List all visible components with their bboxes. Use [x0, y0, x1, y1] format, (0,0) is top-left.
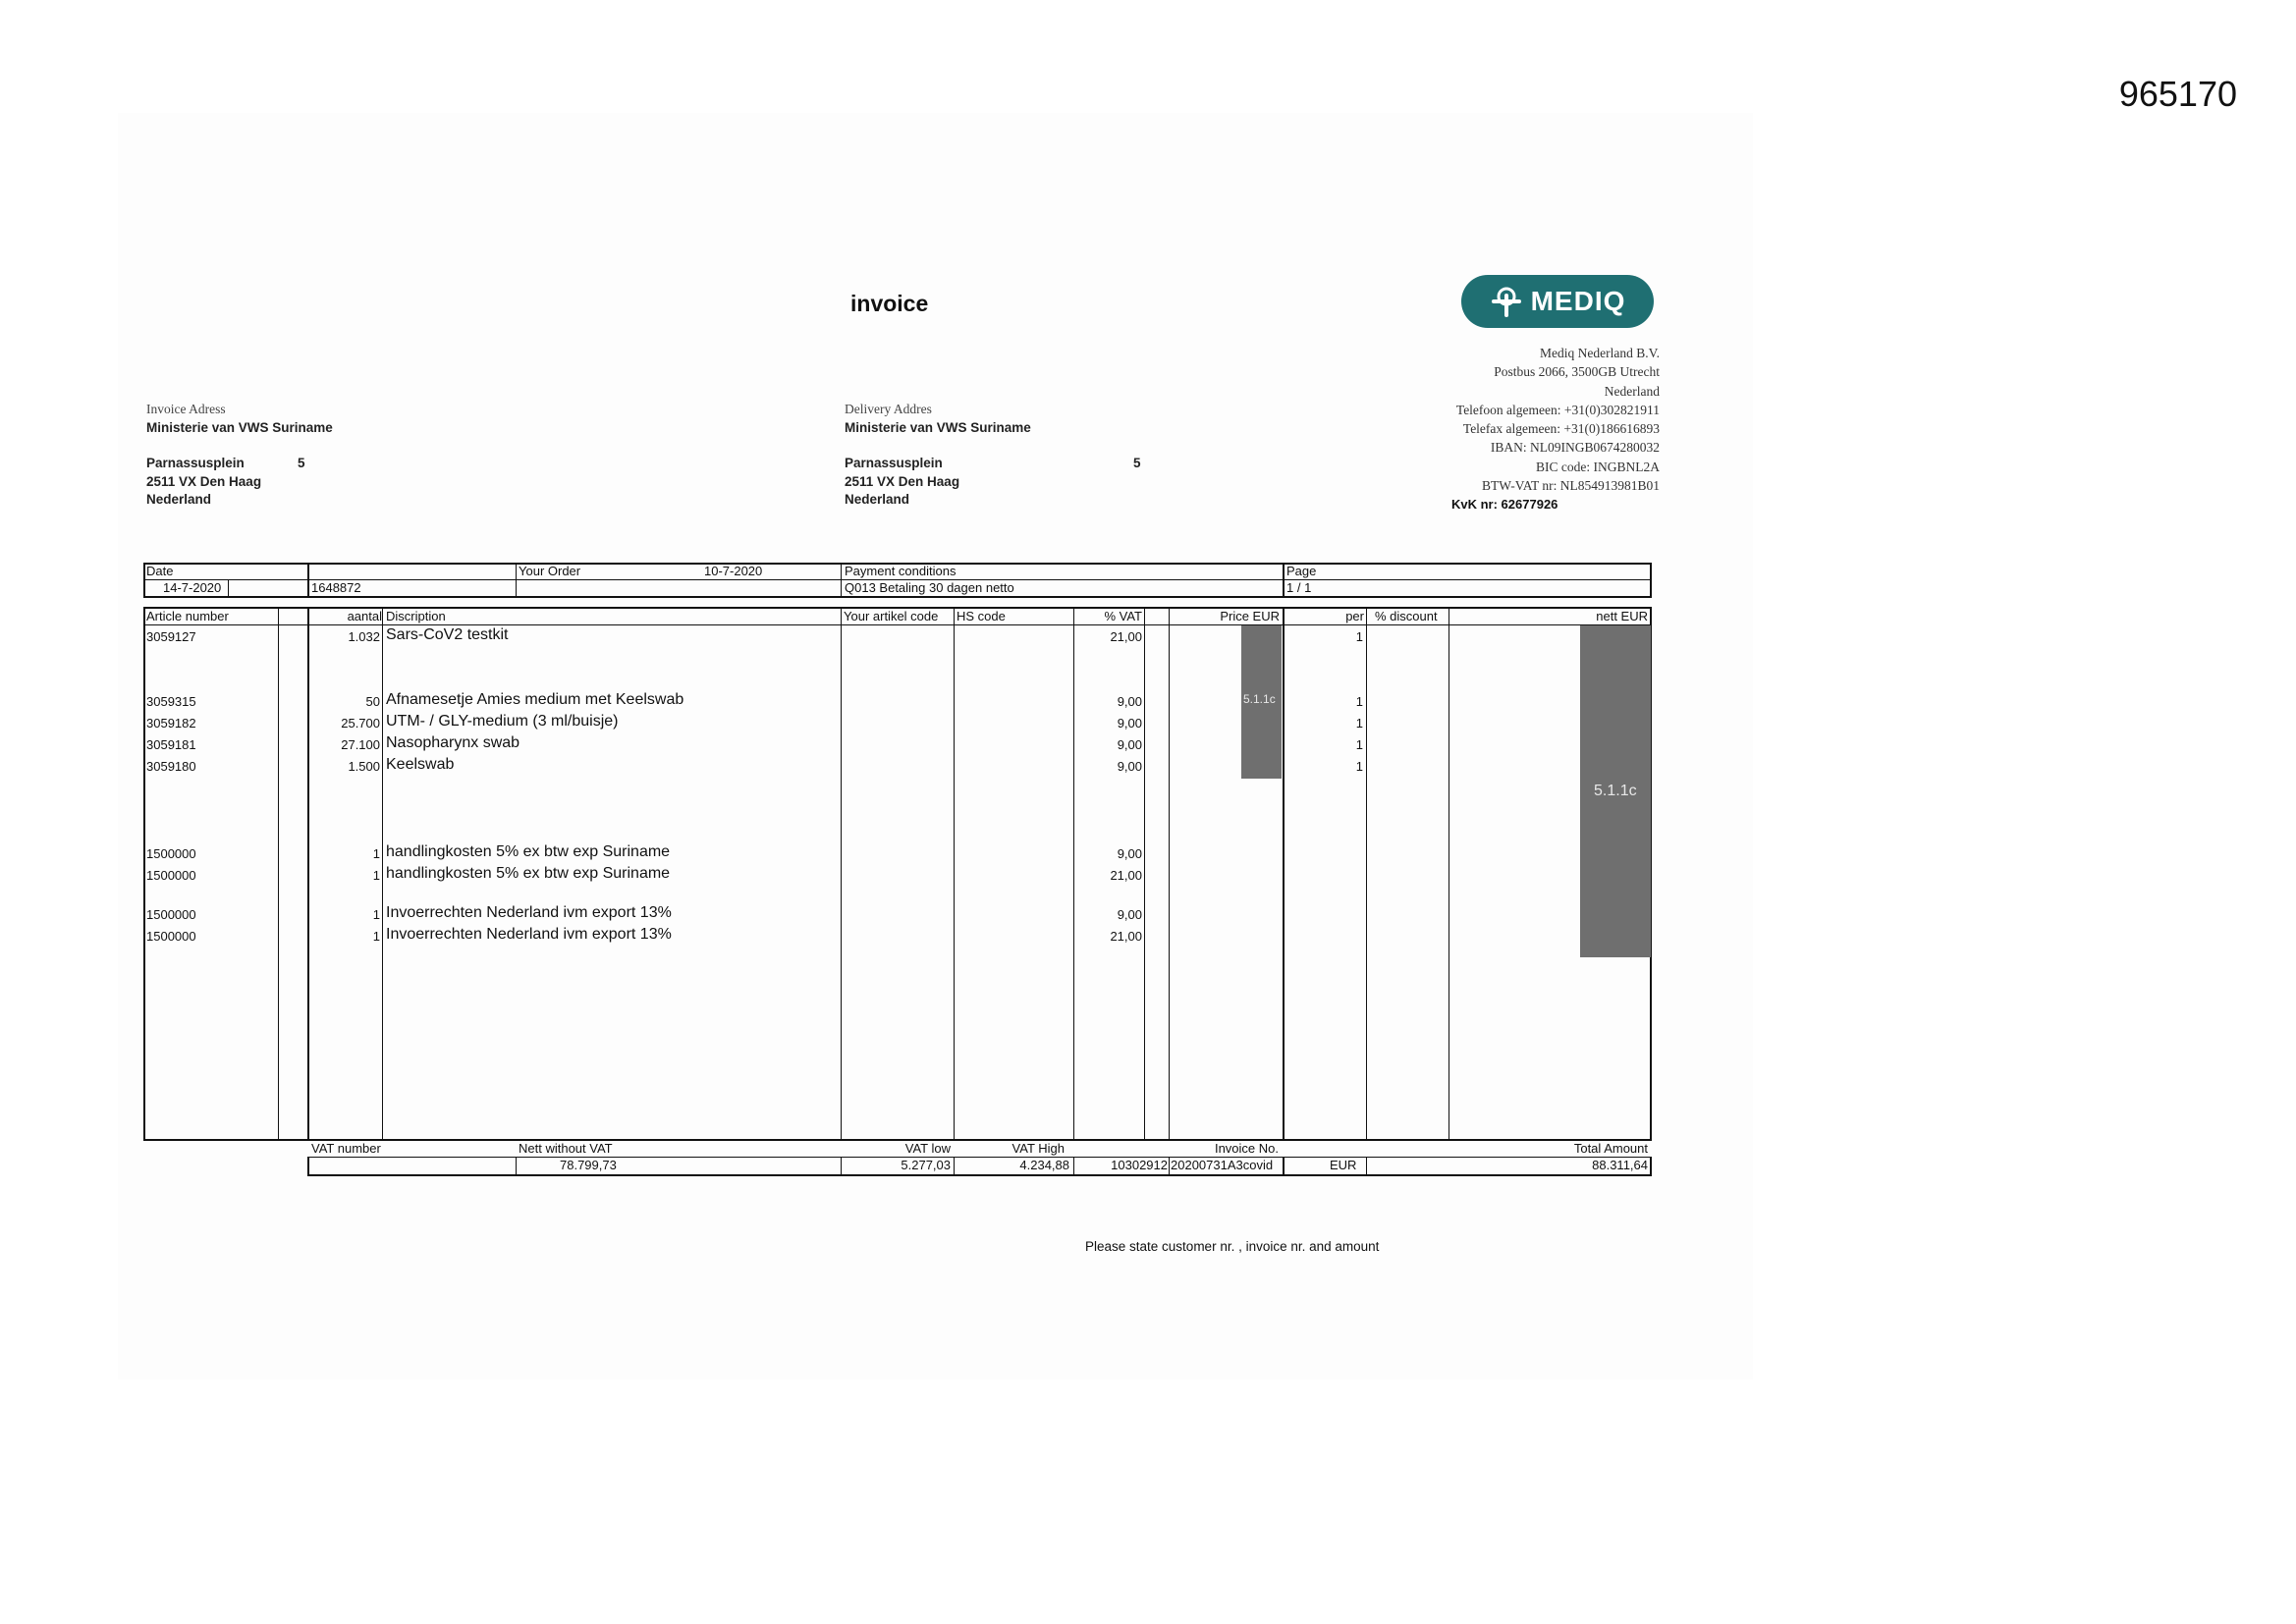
- delivery-address-country: Nederland: [845, 492, 910, 507]
- vat-low-label: VAT low: [904, 1141, 951, 1156]
- col-per: per: [1345, 609, 1364, 623]
- medical-cross-icon: [1490, 285, 1523, 318]
- delivery-address-city: 2511 VX Den Haag: [845, 473, 960, 489]
- vat-high-label: VAT High: [1011, 1141, 1065, 1156]
- invoice-address-street: Parnassusplein: [146, 456, 245, 470]
- article-number: 3059180: [146, 759, 196, 774]
- col-nett: nett EUR: [1596, 609, 1648, 623]
- company-line: Mediq Nederland B.V.: [1540, 346, 1660, 360]
- invoice-address-city: 2511 VX Den Haag: [146, 473, 262, 489]
- col-article-number: Article number: [146, 609, 229, 623]
- quantity: 1.032: [348, 629, 380, 644]
- company-line: IBAN: NL09INGB0674280032: [1490, 440, 1660, 456]
- kvk-number: KvK nr: 62677926: [1451, 497, 1558, 513]
- quantity: 1.500: [348, 759, 380, 774]
- description: Invoerrechten Nederland ivm export 13%: [386, 904, 672, 921]
- total-amount: 88.311,64: [1592, 1158, 1648, 1172]
- invoice-address-number: 5: [298, 456, 305, 470]
- col-hs-code: HS code: [957, 609, 1006, 623]
- delivery-address-number: 5: [1133, 456, 1141, 470]
- nett-redaction-code: 5.1.1c: [1594, 783, 1637, 799]
- nett-without-vat: 78.799,73: [560, 1158, 617, 1172]
- company-line: BTW-VAT nr: NL854913981B01: [1481, 478, 1660, 494]
- company-line: Postbus 2066, 3500GB Utrecht: [1494, 364, 1660, 380]
- col-your-article-code: Your artikel code: [844, 609, 939, 623]
- currency: EUR: [1330, 1158, 1357, 1172]
- invoice-no-label: Invoice No.: [1214, 1141, 1279, 1156]
- quantity: 1: [372, 846, 380, 861]
- company-line: Nederland: [1604, 383, 1660, 399]
- vat-rate: 9,00: [1117, 846, 1142, 861]
- col-discount: % discount: [1375, 609, 1438, 623]
- page-number: 1 / 1: [1286, 580, 1312, 595]
- company-line: BIC code: INGBNL2A: [1536, 459, 1660, 474]
- vat-rate: 9,00: [1117, 759, 1142, 774]
- vat-low: 5.277,03: [901, 1158, 951, 1172]
- vat-rate: 9,00: [1117, 737, 1142, 752]
- your-order-label: Your Order: [519, 564, 581, 578]
- quantity: 50: [365, 694, 380, 709]
- per-unit: 1: [1355, 716, 1363, 731]
- customer-number: 1648872: [311, 580, 361, 595]
- per-unit: 1: [1355, 759, 1363, 774]
- per-unit: 1: [1355, 694, 1363, 709]
- description: UTM- / GLY-medium (3 ml/buisje): [386, 713, 619, 730]
- quantity: 1: [372, 929, 380, 944]
- vat-rate: 9,00: [1117, 694, 1142, 709]
- mediq-logo: [1461, 275, 1654, 328]
- payment-note: Please state customer nr. , invoice nr. and amount: [1085, 1239, 1380, 1254]
- article-number: 3059182: [146, 716, 196, 731]
- vat-high: 4.234,88: [1019, 1158, 1069, 1172]
- company-line: Telefoon algemeen: +31(0)302821911: [1455, 402, 1660, 417]
- payment-conditions: Q013 Betaling 30 dagen netto: [845, 580, 1014, 595]
- order-date: 10-7-2020: [704, 564, 763, 578]
- invoice-number: 10302912: [1111, 1158, 1168, 1172]
- vat-number-label: VAT number: [311, 1141, 381, 1156]
- quantity: 1: [372, 907, 380, 922]
- nett-without-vat-label: Nett without VAT: [519, 1141, 613, 1156]
- article-number: 3059315: [146, 694, 196, 709]
- price-redaction-code: 5.1.1c: [1243, 692, 1276, 706]
- per-unit: 1: [1355, 737, 1363, 752]
- quantity: 1: [372, 868, 380, 883]
- vat-rate: 9,00: [1117, 716, 1142, 731]
- description: Sars-CoV2 testkit: [386, 626, 509, 643]
- invoice-address: [146, 401, 333, 510]
- vat-rate: 21,00: [1110, 629, 1142, 644]
- page-label: Page: [1286, 564, 1317, 578]
- page-title: invoice: [850, 291, 929, 316]
- article-number: 1500000: [146, 868, 196, 883]
- date-label: Date: [146, 564, 174, 578]
- col-price: Price EUR: [1220, 609, 1280, 623]
- description: Afnamesetje Amies medium met Keelswab: [386, 691, 684, 708]
- document-id: 965170: [2118, 74, 2237, 114]
- invoice-address-country: Nederland: [146, 492, 212, 507]
- article-number: 3059127: [146, 629, 196, 644]
- description: Keelswab: [386, 756, 455, 773]
- invoice-reference: 20200731A3covid: [1171, 1158, 1274, 1172]
- company-line: Telefax algemeen: +31(0)186616893: [1462, 421, 1660, 437]
- invoice-date: 14-7-2020: [163, 580, 222, 595]
- delivery-address-name: Ministerie van VWS Suriname: [845, 419, 1031, 435]
- col-description: Discription: [386, 609, 446, 623]
- article-number: 1500000: [146, 929, 196, 944]
- quantity: 27.100: [341, 737, 380, 752]
- per-unit: 1: [1355, 629, 1363, 644]
- delivery-address-label: Delivery Addres: [845, 402, 932, 416]
- invoice-address-label: Invoice Adress: [146, 402, 226, 416]
- description: Nasopharynx swab: [386, 734, 520, 751]
- col-aantal: aantal: [347, 609, 382, 623]
- delivery-address-street: Parnassusplein: [845, 456, 943, 470]
- quantity: 25.700: [341, 716, 380, 731]
- description: handlingkosten 5% ex btw exp Suriname: [386, 843, 671, 860]
- payment-conditions-label: Payment conditions: [845, 564, 957, 578]
- description: Invoerrechten Nederland ivm export 13%: [386, 926, 672, 943]
- company-info: [1355, 344, 1660, 514]
- vat-rate: 21,00: [1110, 929, 1142, 944]
- description: handlingkosten 5% ex btw exp Suriname: [386, 865, 671, 882]
- vat-rate: 21,00: [1110, 868, 1142, 883]
- article-number: 1500000: [146, 846, 196, 861]
- col-vat: % VAT: [1104, 609, 1142, 623]
- article-number: 3059181: [146, 737, 196, 752]
- logo-text: MEDIQ: [1530, 286, 1626, 316]
- vat-rate: 9,00: [1117, 907, 1142, 922]
- total-amount-label: Total Amount: [1573, 1141, 1648, 1156]
- invoice-address-name: Ministerie van VWS Suriname: [146, 419, 333, 435]
- delivery-address: [845, 401, 1141, 510]
- article-number: 1500000: [146, 907, 196, 922]
